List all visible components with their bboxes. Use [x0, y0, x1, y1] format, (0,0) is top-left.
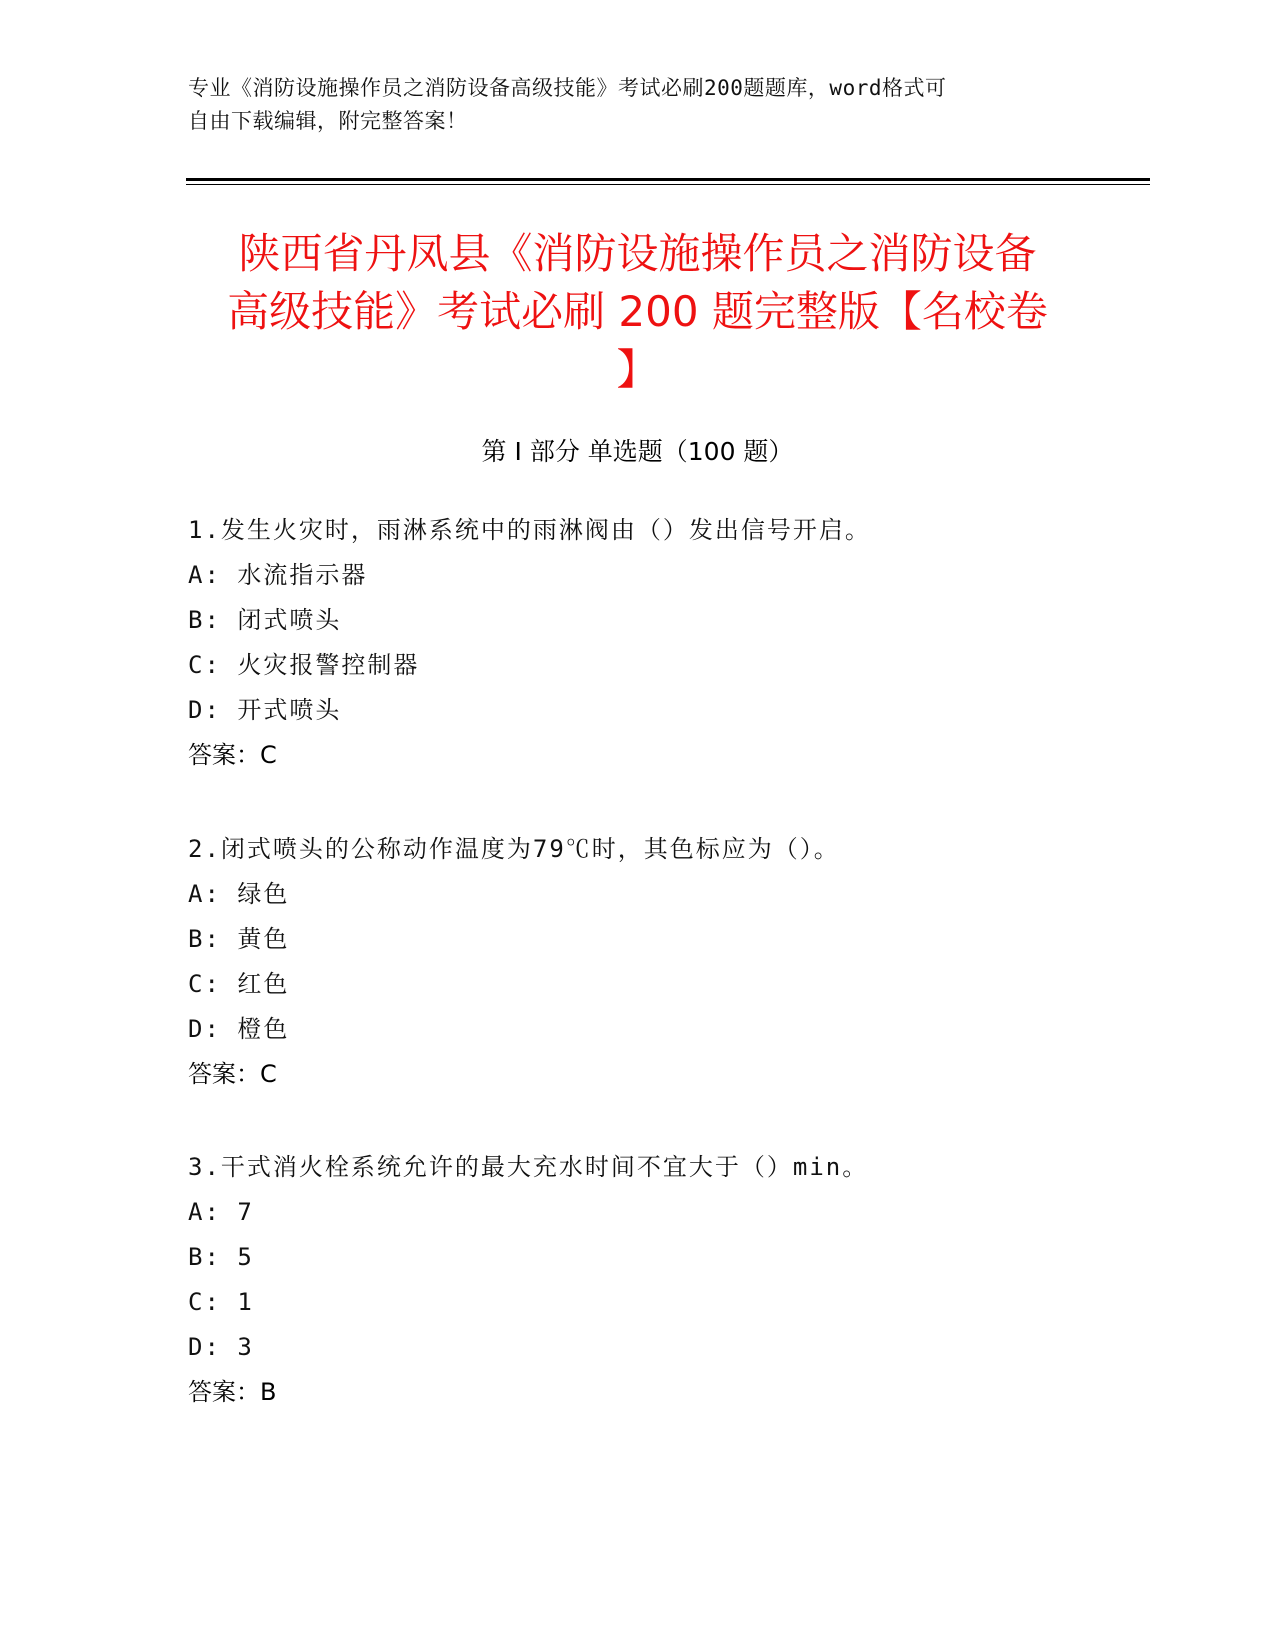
option-a: A: 水流指示器: [188, 561, 368, 589]
question-stem: 3.干式消火栓系统允许的最大充水时间不宜大于（）min。: [188, 1153, 869, 1181]
option-b: B: 闭式喷头: [188, 606, 342, 634]
question-stem: 2.闭式喷头的公称动作温度为79℃时，其色标应为（）。: [188, 835, 840, 863]
document-title-line-3: 】: [616, 345, 659, 394]
option-a: A: 绿色: [188, 880, 290, 908]
document-title-line-1: 陕西省丹凤县《消防设施操作员之消防设备: [238, 229, 1037, 278]
section-heading: 第 I 部分 单选题（100 题）: [481, 437, 794, 466]
document-title: [140, 225, 1135, 399]
option-c: C: 火灾报警控制器: [188, 651, 420, 679]
header-note-line-1: 专业《消防设施操作员之消防设备高级技能》考试必刷200题题库，word格式可: [188, 76, 947, 100]
option-c: C: 红色: [188, 970, 290, 998]
option-b: B: 黄色: [188, 925, 290, 953]
header-note: [188, 72, 1068, 138]
document-title-line-2: 高级技能》考试必刷 200 题完整版【名校卷: [227, 287, 1048, 336]
option-d: D: 3: [188, 1333, 254, 1361]
option-d: D: 开式喷头: [188, 696, 342, 724]
header-rule-thin: [186, 184, 1150, 185]
option-b: B: 5: [188, 1243, 254, 1271]
answer-line: 答案：C: [188, 1060, 277, 1088]
option-a: A: 7: [188, 1198, 254, 1226]
option-c: C: 1: [188, 1288, 254, 1316]
option-d: D: 橙色: [188, 1015, 290, 1043]
question-3: [188, 1145, 1148, 1415]
question-stem: 1.发生火灾时，雨淋系统中的雨淋阀由（）发出信号开启。: [188, 516, 871, 544]
question-2: [188, 827, 1148, 1097]
answer-line: 答案：C: [188, 741, 277, 769]
header-rule-thick: [186, 178, 1150, 181]
question-1: [188, 508, 1148, 778]
answer-line: 答案：B: [188, 1378, 277, 1406]
header-note-line-2: 自由下载编辑，附完整答案！: [188, 109, 468, 133]
